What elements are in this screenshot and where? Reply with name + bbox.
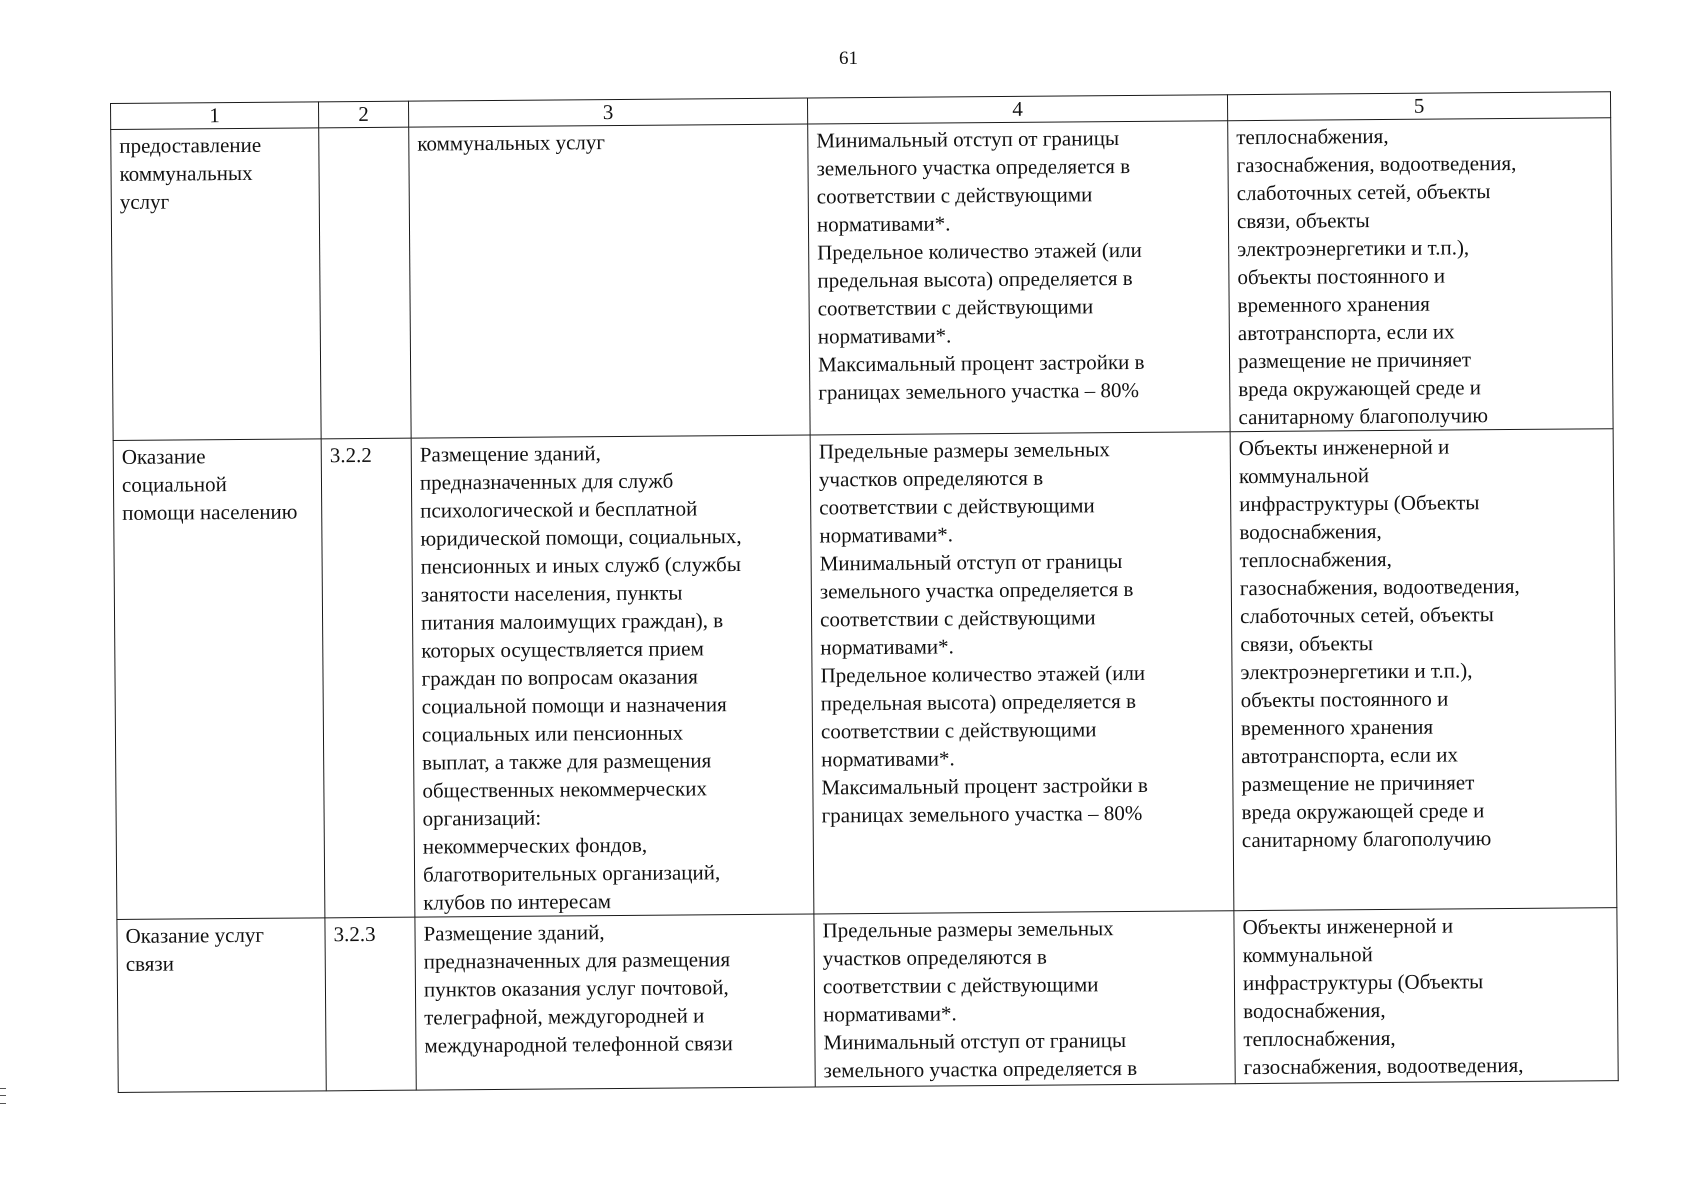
use-description: Размещение зданий, предназначенных для служб психологической и бесплатной юридической помощи, социальных, пенсионных и иных служб (службы занятости населения, пункты питания малоимущих граждан), в которых осуществляется прием граждан по вопросам оказания социальной помощи и назначения социальных или пенсионных выплат, а также для размещения общественных некоммерческих организаций: некоммерческих фондов, благотворительных организаций, клубов по интересам — [419, 441, 742, 915]
use-code — [327, 130, 400, 131]
use-name: Оказание социальной помощи населению — [121, 444, 298, 525]
use-code: 3.2.3 — [333, 921, 376, 947]
use-code-cell — [321, 438, 415, 918]
scan-margin-mark — [0, 1088, 6, 1104]
table-row — [113, 429, 1617, 920]
land-use-table — [110, 91, 1619, 1093]
use-code: 3.2.2 — [329, 442, 372, 468]
use-name: предоставление коммунальных услуг — [119, 132, 262, 214]
parameters: Предельные размеры земельных участков определяются в соответствии с действующими нормативами*. Минимальный отступ от границы земельного участка определяется в — [822, 916, 1138, 1083]
use-code-cell — [319, 127, 411, 439]
parameters-cell — [814, 911, 1235, 1087]
page-number: 61 — [839, 48, 858, 69]
auxiliary-uses-cell — [1234, 908, 1618, 1084]
parameters-cell — [808, 121, 1230, 435]
use-name-cell — [113, 439, 325, 920]
parameters: Минимальный отступ от границы земельного участка определяется в соответствии с действующими нормативами*. Предельное количество этажей (или предельная высота) определяется в соответствии с действующими нормативами*. Максимальный процент застройки в границах земельного участка – 80% — [816, 126, 1145, 405]
column-header-1: 1 — [111, 102, 319, 130]
use-description: Размещение зданий, предназначенных для размещения пунктов оказания услуг почтовой, телеграфной, междугородней и международной телефонной связи — [423, 920, 733, 1058]
parameters: Предельные размеры земельных участков определяются в соответствии с действующими нормативами*. Минимальный отступ от границы земельного участка определяется в соответствии с действующими нормативами*. Предельное количество этажей (или предельная высота) определяется в соответствии с действующими нормативами*. Максимальный процент застройки в границах земельного участка – 80% — [818, 437, 1148, 828]
use-description-cell — [409, 124, 810, 438]
column-header-3: 3 — [408, 98, 807, 127]
use-code-cell — [325, 917, 416, 1091]
use-description-cell — [415, 914, 815, 1090]
auxiliary-uses: теплоснабжения, газоснабжения, водоотведения, слаботочных сетей, объекты связи, объекты электроэнергетики и т.п.), объекты постоянного и временного хранения автотранспорта, если их размещение не причиняет вреда окружающей среде и санитарному благополучию — [1236, 123, 1517, 430]
auxiliary-uses-cell — [1228, 118, 1613, 432]
use-description: коммунальных услуг — [417, 130, 606, 156]
table-row — [117, 908, 1618, 1093]
column-header-2: 2 — [318, 101, 408, 128]
use-name-cell — [111, 128, 321, 441]
auxiliary-uses: Объекты инженерной и коммунальной инфраструктуры (Объекты водоснабжения, теплоснабжения, газоснабжения, водоотведения, — [1242, 913, 1524, 1080]
use-description-cell — [411, 435, 814, 917]
use-name: Оказание услуг связи — [125, 922, 265, 976]
table-row — [111, 118, 1613, 441]
column-header-4: 4 — [807, 95, 1227, 124]
column-header-5: 5 — [1227, 92, 1610, 121]
auxiliary-uses-cell — [1230, 429, 1617, 911]
auxiliary-uses: Объекты инженерной и коммунальной инфраструктуры (Объекты водоснабжения, теплоснабжения, газоснабжения, водоотведения, слаботочных сетей, объекты связи, объекты электроэнергетики и т.п.), объекты постоянного и временного хранения автотранспорта, если их размещение не причиняет вреда окружающей среде и санитарному благополучию — [1238, 434, 1520, 853]
use-name-cell — [117, 918, 326, 1093]
parameters-cell — [810, 432, 1234, 914]
